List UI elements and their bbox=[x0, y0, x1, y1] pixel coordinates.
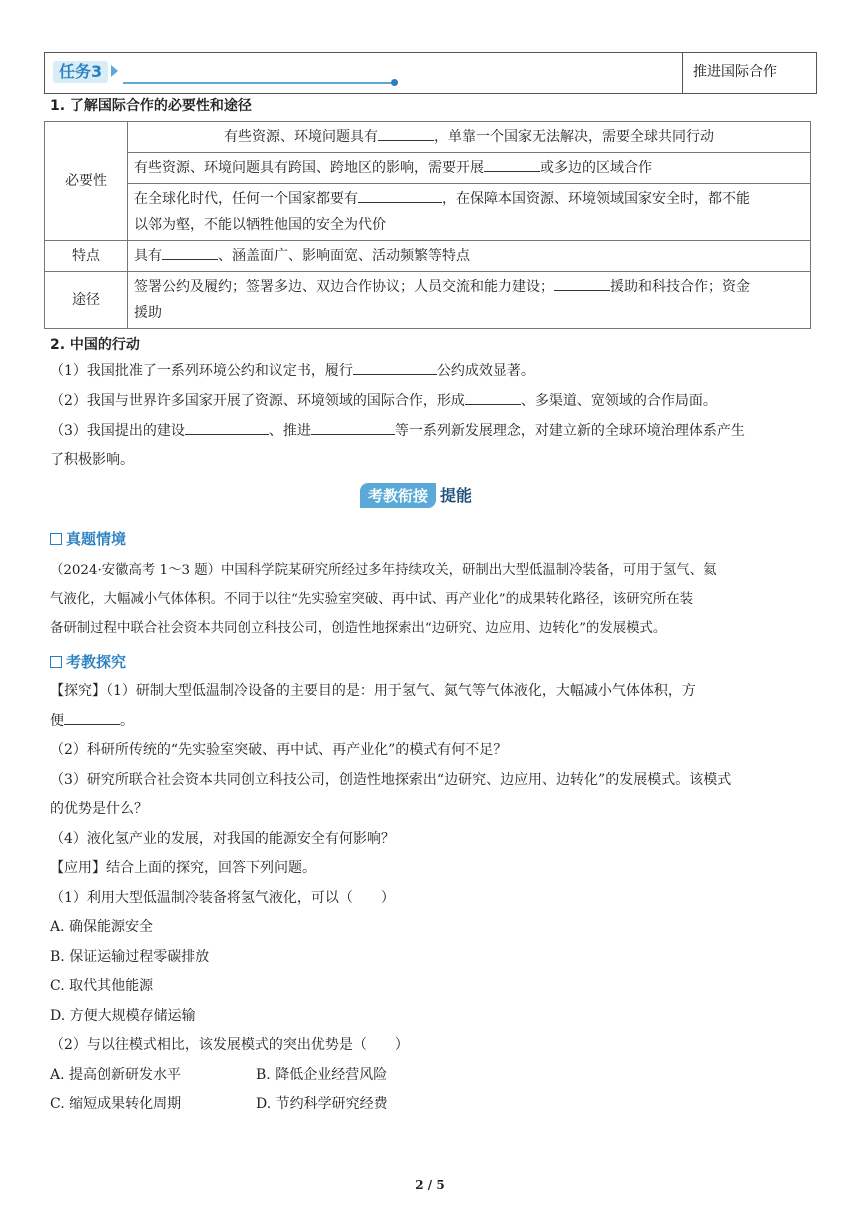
necessity-label: 必要性 bbox=[45, 122, 128, 241]
banner-right: 提能 bbox=[440, 486, 473, 505]
necessity-row-1: 有些资源、环境问题具有 ，单靠一个国家无法解决，需要全球共同行动 bbox=[128, 122, 811, 153]
task-badge: 任务3 bbox=[53, 61, 108, 83]
necessity-table bbox=[44, 121, 811, 329]
way-row: 签署公约及履约；签署多边、双边合作协议；人员交流和能力建设； 援助和科技合作；资金 援助 bbox=[128, 272, 811, 329]
china-line-2: （2）我国与世界许多国家开展了资源、环境领域的国际合作，形成 、多渠道、宽领域的合作局面。 bbox=[50, 388, 717, 414]
page-number: 2 / 5 bbox=[415, 1178, 445, 1192]
dot-icon bbox=[391, 79, 398, 86]
section2-heading: 2. 中国的行动 bbox=[50, 337, 140, 353]
real-paragraph: （2024·安徽高考 1～3 题）中国科学院某研究所经过多年持续攻关，研制出大型低温制冷装备，可用于氢气、氦 气液化，大幅减小气体体积。不同于以往“先实验室突破、再中试、再产业化”的成果转化路径，该研究所在装 备研制过程中联合社会资本共同创立科技公司，创造性地探索出“边研究、边应用、边转化”的发展模式。 bbox=[50, 563, 717, 636]
feature-label: 特点 bbox=[45, 241, 128, 272]
arrow-icon bbox=[111, 65, 118, 77]
china-line-3b: 了积极影响。 bbox=[50, 452, 134, 468]
section-banner bbox=[360, 483, 472, 508]
china-line-3: （3）我国提出的建设 、推进 等一系列新发展理念，对建立新的全球环境治理体系产生 bbox=[50, 418, 745, 444]
divider bbox=[682, 53, 683, 93]
feature-row: 具有 、涵盖面广、影响面宽、活动频繁等特点 bbox=[128, 241, 811, 272]
explore-heading: 考教探究 bbox=[50, 651, 126, 672]
decor-line bbox=[123, 82, 393, 84]
section1-heading: 1. 了解国际合作的必要性和途径 bbox=[50, 98, 252, 114]
real-heading: 真题情境 bbox=[50, 528, 126, 549]
checkbox-icon bbox=[50, 656, 62, 668]
task-title: 推进国际合作 bbox=[693, 64, 777, 80]
explore-body: 【探究】（1）研制大型低温制冷设备的主要目的是：用于氢气、氮气等气体液化，大幅减小气体体积，方 便 。 （2）科研所传统的“先实验室突破、再中试、再产业化”的模式有何不足？ （3）研究所联合社会资本共同创立科技公司，创造性地探索出“边研究、边应用、边转化”的发展模式。该模式 的优势是什么？ （4）液化氢产业的发展，对我国的能源安全有何影响？ 【应用】结合上面的探究，回答下列问题。 （1）利用大型低温制冷装备将氢气液化，可以（ ） A. 确保能源安全 B. 保证运输过程零碳排放 C. 取代其他能源 D. 方便大规模存储运输 （2）与以往模式相比，该发展模式的突出优势是（ ） A. 提高创新研发水平 B. 降低企业经营风险 C. 缩短成果转化周期 D. 节约科学研究经费 bbox=[50, 683, 732, 1112]
china-line-1: （1）我国批准了一系列环境公约和议定书，履行 公约成效显著。 bbox=[50, 358, 535, 384]
banner-left: 考教衔接 bbox=[360, 483, 436, 508]
way-label: 途径 bbox=[45, 272, 128, 329]
necessity-row-3: 在全球化时代，任何一个国家都要有 ，在保障本国资源、环境领域国家安全时，都不能 以邻为壑，不能以牺牲他国的安全为代价 bbox=[128, 184, 811, 241]
checkbox-icon bbox=[50, 533, 62, 545]
task-header bbox=[44, 52, 817, 94]
necessity-row-2: 有些资源、环境问题具有跨国、跨地区的影响，需要开展 或多边的区域合作 bbox=[128, 153, 811, 184]
